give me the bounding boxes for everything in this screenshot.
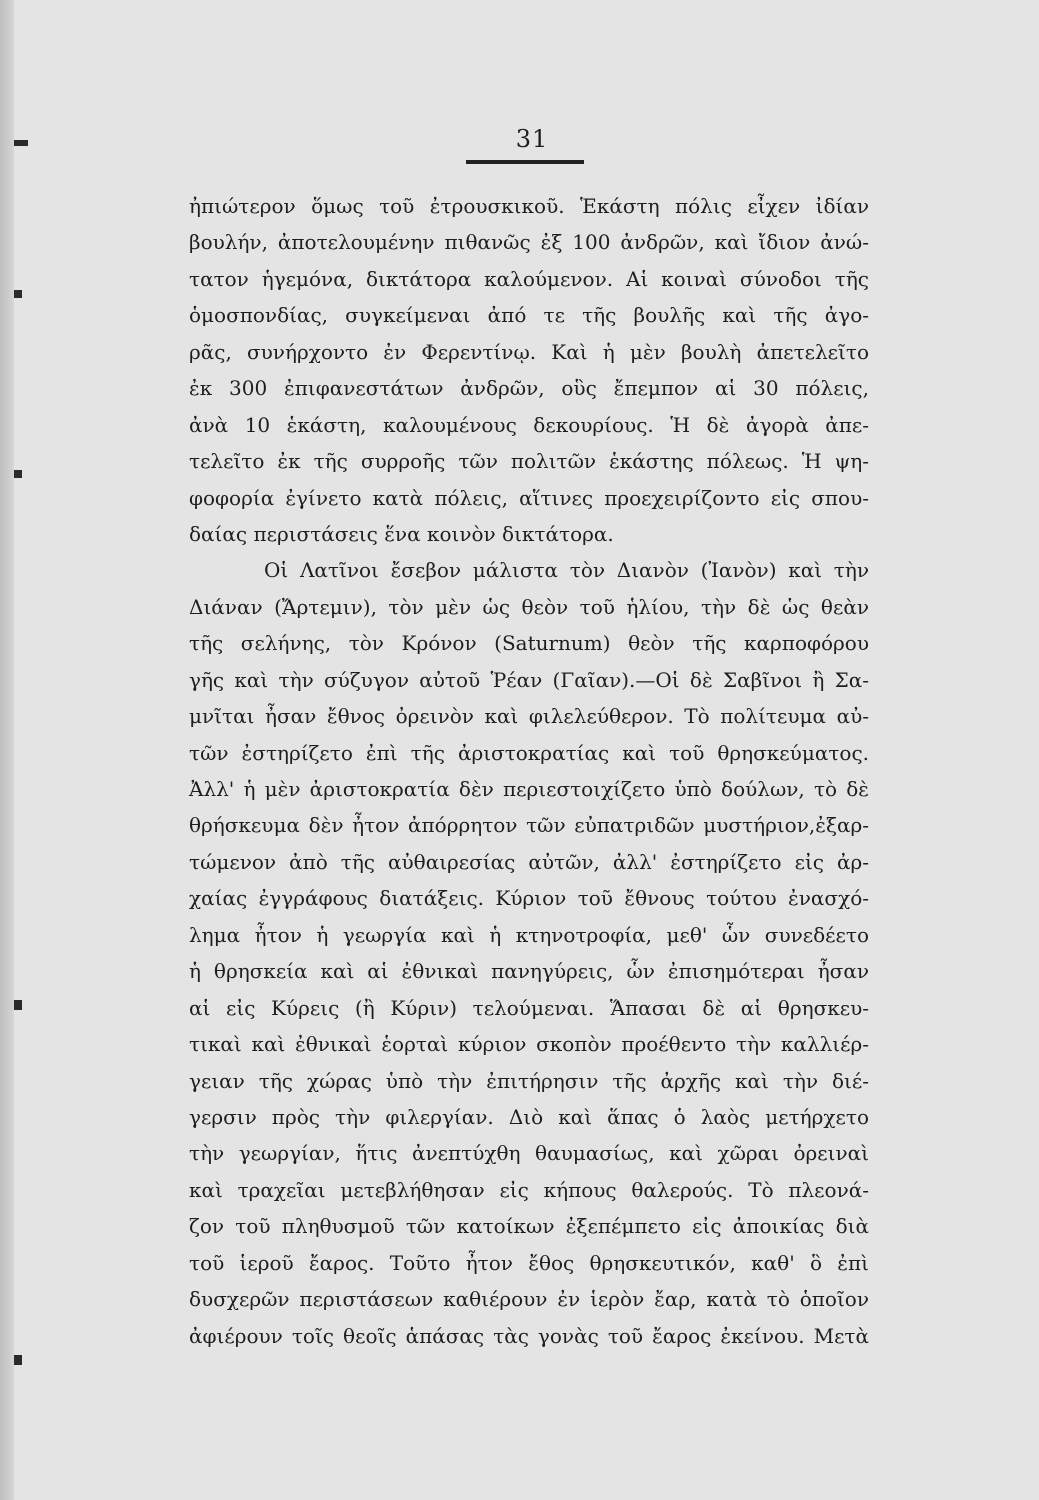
text-line: φοφορία ἐγίνετο κατὰ πόλεις, αἵτινες προεχειρίζοντο εἰς σπου- — [189, 485, 869, 510]
text-line: καὶ τραχεῖαι μετεβλήθησαν εἰς κήπους θαλερούς. Τὸ πλεονά- — [189, 1177, 869, 1202]
page-number: 31 — [515, 125, 549, 153]
text-line: λημα ἦτον ἡ γεωργία καὶ ἡ κτηνοτροφία, μεθ' ὧν συνεδέετο — [189, 922, 869, 947]
scan-edge — [0, 0, 14, 1500]
text-line: ἀφιέρουν τοῖς θεοῖς ἁπάσας τὰς γονὰς τοῦ ἔαρος ἐκείνου. Μετὰ — [189, 1323, 869, 1348]
margin-mark — [14, 470, 22, 478]
text-line: τῆς σελήνης, τὸν Κρόνον (Saturnum) θεὸν τῆς καρποφόρου — [189, 631, 869, 656]
text-line: αἱ εἰς Κύρεις (ἢ Κύριν) τελούμεναι. Ἅπασαι δὲ αἱ θρησκευ- — [189, 995, 869, 1020]
text-line: τελεῖτο ἐκ τῆς συρροῆς τῶν πολιτῶν ἑκάστης πόλεως. Ἡ ψη- — [189, 449, 869, 474]
text-line: θρήσκευμα δὲν ἦτον ἀπόρρητον τῶν εὐπατριδῶν μυστήριον,ἐξαρ- — [189, 813, 869, 838]
text-line: ἐκ 300 ἐπιφανεστάτων ἀνδρῶν, οὓς ἔπεμπον αἱ 30 πόλεις, — [189, 376, 869, 401]
text-line: Διάναν (Ἄρτεμιν), τὸν μὲν ὡς θεὸν τοῦ ἡλίου, τὴν δὲ ὡς θεὰν — [189, 594, 869, 619]
text-line: Οἱ Λατῖνοι ἔσεβον μάλιστα τὸν Διανὸν (Ἰανὸν) καὶ τὴν — [264, 558, 869, 583]
header-rule — [466, 160, 584, 164]
book-page — [14, 0, 1039, 1500]
text-line: βουλήν, ἀποτελουμένην πιθανῶς ἐξ 100 ἀνδρῶν, καὶ ἴδιον ἀνώ- — [189, 230, 869, 255]
text-line: γῆς καὶ τὴν σύζυγον αὐτοῦ Ῥέαν (Γαῖαν).—Οἱ δὲ Σαβῖνοι ἢ Σα- — [189, 667, 869, 692]
text-line: ἠπιώτερον ὅμως τοῦ ἐτρουσκικοῦ. Ἑκάστη πόλις εἶχεν ἰδίαν — [189, 194, 869, 218]
margin-mark — [14, 290, 22, 298]
text-line: γερσιν πρὸς τὴν φιλεργίαν. Διὸ καὶ ἅπας ὁ λαὸς μετήρχετο — [189, 1104, 869, 1129]
text-line: μνῖται ἦσαν ἔθνος ὀρεινὸν καὶ φιλελεύθερον. Τὸ πολίτευμα αὐ- — [189, 704, 869, 729]
body-text — [189, 188, 869, 1354]
text-line: ὁμοσπονδίας, συγκείμεναι ἀπό τε τῆς βουλῆς καὶ τῆς ἀγο- — [189, 303, 869, 328]
text-line: τώμενον ἀπὸ τῆς αὐθαιρεσίας αὐτῶν, ἀλλ' ἐστηρίζετο εἰς ἀρ- — [189, 849, 869, 874]
text-line: τικαὶ καὶ ἐθνικαὶ ἑορταὶ κύριον σκοπὸν προέθεντο τὴν καλλιέρ- — [189, 1032, 869, 1057]
text-line: ρᾶς, συνήρχοντο ἐν Φερεντίνῳ. Καὶ ἡ μὲν βουλὴ ἀπετελεῖτο — [189, 339, 869, 364]
text-line: ἀνὰ 10 ἑκάστη, καλουμένους δεκουρίους. Ἡ δὲ ἀγορὰ ἀπε- — [189, 412, 869, 437]
margin-mark — [14, 1000, 22, 1010]
text-line: τὴν γεωργίαν, ἥτις ἀνεπτύχθη θαυμασίως, καὶ χῶραι ὀρειναὶ — [189, 1141, 869, 1166]
text-line: γειαν τῆς χώρας ὑπὸ τὴν ἐπιτήρησιν τῆς ἀρχῆς καὶ τὴν διέ- — [189, 1068, 869, 1093]
text-line: Ἀλλ' ἡ μὲν ἀριστοκρατία δὲν περιεστοιχίζετο ὑπὸ δούλων, τὸ δὲ — [189, 777, 869, 801]
margin-mark — [14, 140, 28, 146]
text-line: ἡ θρησκεία καὶ αἱ ἐθνικαὶ πανηγύρεις, ὧν ἐπισημότεραι ἦσαν — [189, 959, 869, 984]
margin-mark — [14, 1355, 22, 1365]
text-line: τοῦ ἱεροῦ ἔαρος. Τοῦτο ἦτον ἔθος θρησκευτικόν, καθ' ὃ ἐπὶ — [189, 1250, 869, 1275]
text-line: τῶν ἐστηρίζετο ἐπὶ τῆς ἀριστοκρατίας καὶ τοῦ θρησκεύματος. — [189, 740, 869, 765]
text-line: δαίας περιστάσεις ἕνα κοινὸν δικτάτορα. — [189, 521, 614, 546]
text-line: ζον τοῦ πληθυσμοῦ τῶν κατοίκων ἐξεπέμπετο εἰς ἀποικίας διὰ — [189, 1214, 869, 1239]
text-line: δυσχερῶν περιστάσεων καθιέρουν ἐν ἱερὸν ἔαρ, κατὰ τὸ ὁποῖον — [189, 1287, 869, 1312]
text-line: τατον ἡγεμόνα, δικτάτορα καλούμενον. Αἱ κοιναὶ σύνοδοι τῆς — [189, 266, 869, 291]
text-line: χαίας ἐγγράφους διατάξεις. Κύριον τοῦ ἔθνους τούτου ἐνασχό- — [189, 886, 869, 911]
